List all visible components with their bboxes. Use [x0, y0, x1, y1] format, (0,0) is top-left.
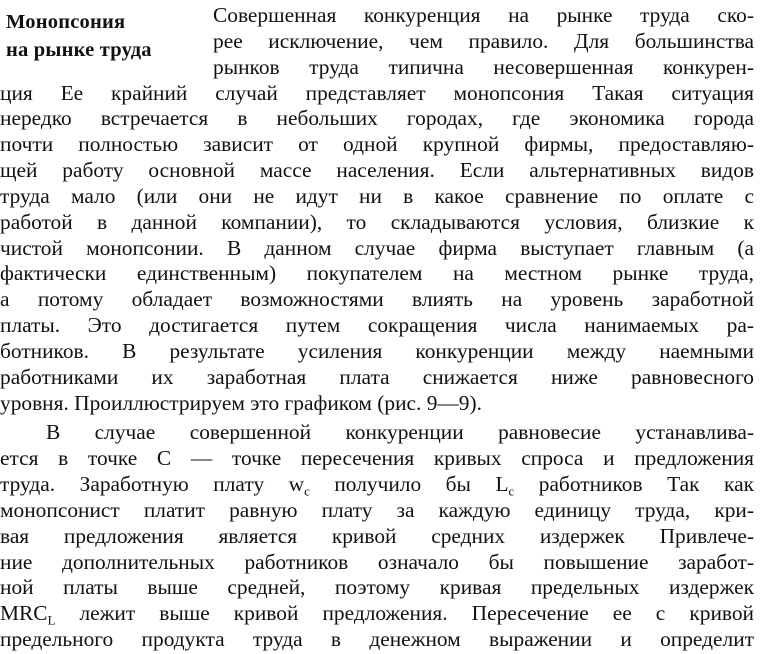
paragraph-1-line: Совершенная конкуренция на рынке труда ско-: [213, 3, 754, 27]
paragraph-1-line: работниками их заработная плата снижается ниже равновесного: [0, 364, 754, 389]
paragraph-1-line: ция Ее крайний случай представляет монопсония Такая ситуация: [0, 80, 754, 105]
paragraph-1-line: нередко встречается в небольших городах, где экономика города: [0, 106, 754, 131]
paragraph-2-line: ется в точке С — точке пересечения кривых спроса и предложения: [0, 446, 754, 471]
paragraph-2-line: ние дополнительных работников означало бы повышение заработ-: [0, 549, 754, 574]
paragraph-1-line: ботников. В результате усиления конкуренции между наемными: [0, 338, 754, 363]
paragraph-1-line: почти полностью зависит от одной крупной фирмы, предоставляю-: [0, 132, 754, 157]
text-span: MRC: [0, 601, 48, 626]
text-span: работников Так как: [514, 472, 754, 496]
paragraph-1-line: щей работу основной массе населения. Если альтернативных видов: [0, 158, 754, 182]
paragraph-1-line: труда мало (или они не идут ни в какое сравнение по оплате с: [0, 183, 754, 208]
paragraph-2-line: В случае совершенной конкуренции равновесие устанавлива-: [46, 420, 754, 445]
subscript-l: L: [47, 613, 56, 628]
paragraph-1-line: чистой монопсонии. В данном случае фирма выступает главным (а: [0, 235, 754, 260]
paragraph-1-line: рынков труда типична несовершенная конкурен-: [213, 54, 754, 79]
section-heading: [6, 8, 206, 64]
subscript-c: c: [304, 484, 310, 499]
paragraph-1-line: рее исключение, чем правило. Для большинства: [213, 28, 754, 53]
subscript-c: c: [508, 484, 515, 499]
paragraph-1-line: уровня. Проиллюстрируем это графиком (рис. 9—9).: [0, 390, 482, 415]
paragraph-2-line: монопсонист платит равную плату за каждую единицу труда, кри-: [0, 497, 754, 522]
paragraph-2-line: [0, 601, 754, 627]
text-span: получило бы L: [309, 472, 509, 496]
paragraph-2-line: предельного продукта труда в денежном выражении и определит: [0, 627, 754, 651]
text-span: труда. Заработную плату w: [0, 472, 305, 496]
paragraph-1-line: фактически единственным) покупателем на местном рынке труда,: [0, 261, 754, 286]
paragraph-2-line: ной платы выше средней, поэтому кривая предельных издержек: [0, 575, 754, 600]
paragraph-2-line: [0, 472, 754, 498]
section-heading-line-1: Монопсония: [6, 11, 126, 33]
paragraph-1-line: платы. Это достигается путем сокращения числа нанимаемых ра-: [0, 313, 754, 337]
paragraph-1-line: а потому обладает возможностями влиять на уровень заработной: [0, 287, 754, 312]
paragraph-2-line: вая предложения является кривой средних издержек Привлече-: [0, 523, 754, 548]
section-heading-line-2: на рынке труда: [6, 39, 152, 61]
paragraph-1-line: работой в данной компании), то складываются условия, близкие к: [0, 209, 754, 234]
text-span: лежит выше кривой предложения. Пересечение ее с кривой: [55, 601, 754, 626]
